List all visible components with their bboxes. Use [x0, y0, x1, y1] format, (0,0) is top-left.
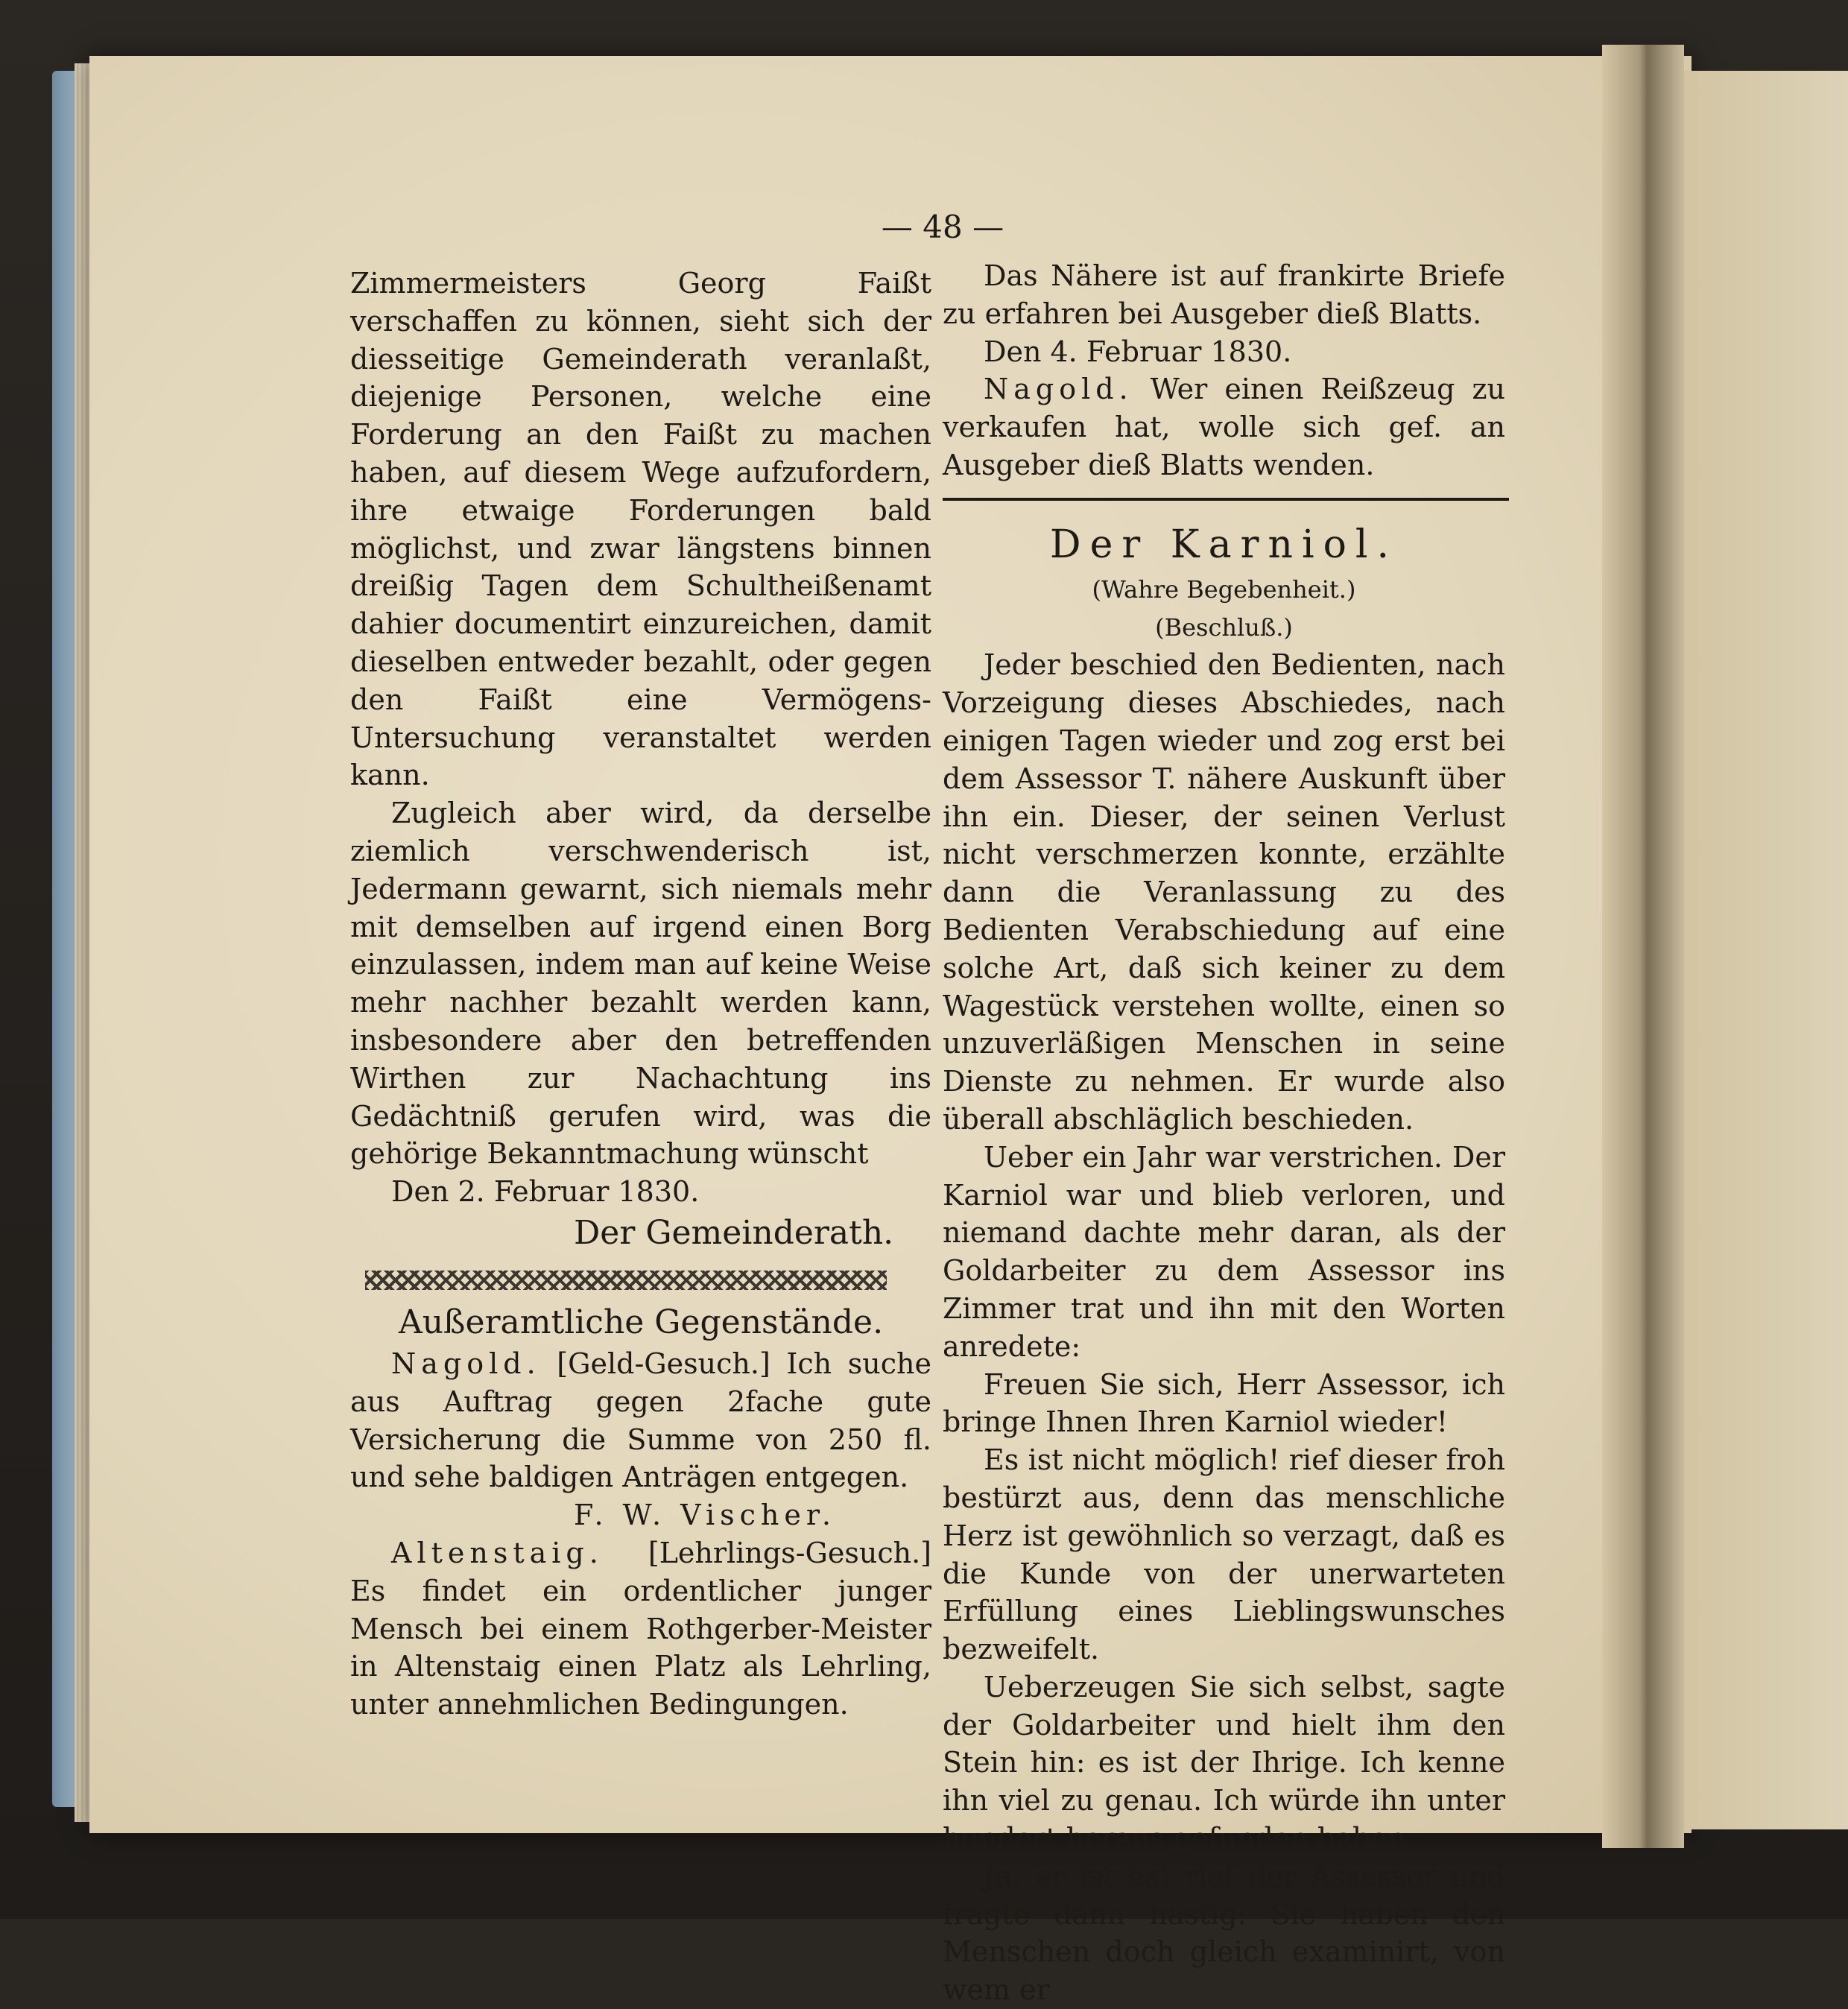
- ad-lehrling-place: Altenstaig.: [391, 1536, 604, 1569]
- story-para-6: Ja, er ist es! rief der Assessor und fragte dann hastig: Sie haben den Menschen doch gleich examinirt, von wem er: [943, 1859, 1505, 2007]
- story-part-label: (Beschluß.): [1155, 613, 1293, 642]
- facing-page-edge: [1684, 71, 1848, 1829]
- ad-reisszeug-place: Nagold.: [984, 373, 1133, 406]
- left-para-1: Zimmermeisters Georg Faißt verschaffen zu können, sieht sich der diesseitige Gemeinderath veranlaßt, diejenige Personen, welche eine Forderung an den Faißt zu machen haben, auf diesem Wege aufzufordern, ihre etwaige Forderungen bald möglichst, und zwar längstens binnen dreißig Tagen dem Schultheißenamt dahier documentirt einzureichen, damit dieselben entweder bezahlt, oder gegen den Faißt eine Vermögens-Untersuchung veranstaltet werden kann.: [350, 267, 931, 792]
- ad-geld-place: Nagold.: [391, 1347, 541, 1380]
- left-column: [350, 265, 931, 1724]
- book-gutter: [1602, 45, 1684, 1848]
- date-line-1: Den 2. Februar 1830.: [391, 1175, 700, 1209]
- ad-lehrling-text: [Lehrlings-Gesuch.] Es findet ein ordentlicher junger Mensch bei einem Rothgerber-Meister in Altenstaig einen Platz als Lehrling, unter annehmlichen Bedingungen.: [350, 1536, 931, 1721]
- left-para-2: Zugleich aber wird, da derselbe ziemlich verschwenderisch ist, Jedermann gewarnt, sich niemals mehr mit demselben auf irgend einen Borg einzulassen, indem man auf keine Weise mehr nachher bezahlt werden kann, insbesondere aber den betreffenden Wirthen zur Nachachtung ins Gedächtniß gerufen wird, was die gehörige Bekanntmachung wünscht: [350, 797, 931, 1171]
- right-para-1: Das Nähere ist auf frankirte Briefe zu erfahren bei Ausgeber dieß Blatts.: [943, 259, 1505, 330]
- story-para-2: Ueber ein Jahr war verstrichen. Der Karniol war und blieb verloren, und niemand dachte mehr daran, als der Goldarbeiter zu dem Assessor ins Zimmer trat und ihn mit den Worten anredete:: [943, 1140, 1505, 1363]
- ad-geld-text: [Geld-Gesuch.] Ich suche aus Auftrag gegen 2fache gute Versicherung die Summe von 250 fl. und sehe baldigen Anträgen entgegen.: [350, 1347, 931, 1494]
- story-para-4: Es ist nicht möglich! rief dieser froh bestürzt aus, denn das menschliche Herz ist gewöhnlich so verzagt, daß es die Kunde von der unerwarteten Erfüllung eines Lieblingswunsches bezweifelt.: [943, 1443, 1505, 1666]
- ad-reisszeug-text: Wer einen Reißzeug zu verkaufen hat, wolle sich gef. an Ausgeber dieß Blatts wenden.: [943, 373, 1505, 481]
- signature-gemeinderath: Der Gemeinderath.: [574, 1213, 894, 1252]
- wavy-divider: [365, 1271, 887, 1290]
- ad-reisszeug: [943, 370, 1505, 484]
- story-para-3: Freuen Sie sich, Herr Assessor, ich bringe Ihnen Ihren Karniol wieder!: [943, 1367, 1505, 1439]
- story-title: Der Karniol.: [1049, 522, 1399, 567]
- date-line-2: Den 4. Februar 1830.: [984, 335, 1292, 368]
- page-number: — 48 —: [881, 209, 1004, 245]
- section-heading: Außeramtliche Gegenstände.: [398, 1303, 884, 1341]
- ad-lehrlings-gesuch: [350, 1534, 931, 1724]
- story-para-1: Jeder beschied den Bedienten, nach Vorzeigung dieses Abschiedes, nach einigen Tagen wieder und zog erst bei dem Assessor T. nähere Auskunft über ihn ein. Dieser, der seinen Verlust nicht verschmerzen konnte, erzählte dann die Veranlassung zu des Bedienten Verabschiedung auf eine solche Art, daß sich keiner zu dem Wagestück verstehen wollte, einen so unzuverläßigen Menschen in seine Dienste zu nehmen. Er wurde also überall abschläglich beschieden.: [943, 648, 1505, 1136]
- horizontal-rule: [943, 498, 1509, 501]
- right-column: [943, 257, 1505, 2009]
- ad-geld-gesuch: [350, 1345, 931, 1496]
- story-para-5: Ueberzeugen Sie sich selbst, sagte der Goldarbeiter und hielt ihm den Stein hin: es ist der Ihrige. Ich kenne ihn viel zu genau. Ich würde ihn unter hundert heraus gefunden haben.: [943, 1670, 1505, 1855]
- signature-vischer: F. W. Vischer.: [574, 1499, 836, 1532]
- story-subtitle: (Wahre Begebenheit.): [1092, 575, 1356, 604]
